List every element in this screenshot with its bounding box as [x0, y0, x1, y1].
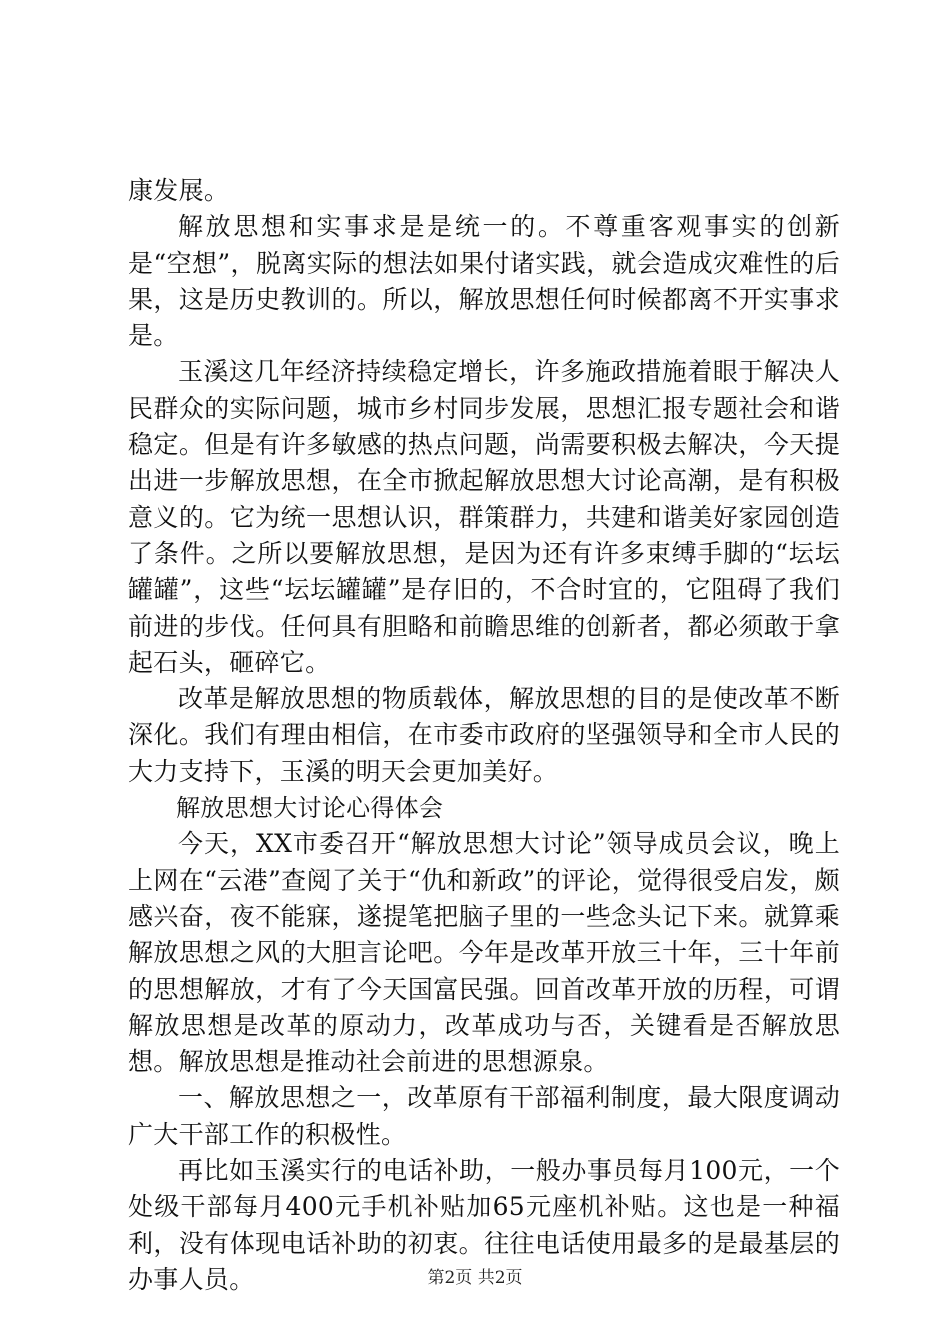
section-title: 解放思想大讨论心得体会: [176, 794, 444, 823]
document-body: [128, 173, 840, 1298]
paragraph: 改革是解放思想的物质载体，解放思想的目的是使改革不断深化。我们有理由相信，在市委市政府的坚强领导和全市人民的大力支持下，玉溪的明天会更加美好。: [128, 684, 840, 786]
paragraph: 玉溪这几年经济持续稳定增长，许多施政措施着眼于解决人民群众的实际问题，城市乡村同步发展，思想汇报专题社会和谐稳定。但是有许多敏感的热点问题，尚需要积极去解决，今天提出进一步解放思想，在全市掀起解放思想大讨论高潮，是有积极意义的。它为统一思想认识，群策群力，共建和谐美好家园创造了条件。之所以要解放思想，是因为还有许多束缚手脚的“坛坛罐罐”，这些“坛坛罐罐”是存旧的，不合时宜的，它阻碍了我们前进的步伐。任何具有胆略和前瞻思维的创新者，都必须敢于拿起石头，砸碎它。: [128, 357, 840, 677]
paragraph: 今天，XX市委召开“解放思想大讨论”领导成员会议，晚上上网在“云港”查阅了关于“仇和新政”的评论，觉得很受启发，颇感兴奋，夜不能寐，遂提笔把脑子里的一些念头记下来。就算乘解放思想之风的大胆言论吧。今年是改革开放三十年，三十年前的思想解放，才有了今天国富民强。回首改革开放的历程，可谓解放思想是改革的原动力，改革成功与否，关键看是否解放思想。解放思想是推动社会前进的思想源泉。: [128, 829, 840, 1077]
page-number-footer: 第2页 共2页: [427, 1268, 523, 1288]
paragraph: 再比如玉溪实行的电话补助，一般办事员每月100元，一个处级干部每月400元手机补贴加65元座机补贴。这也是一种福利，没有体现电话补助的初衷。往往电话使用最多的是最基层的办事人员。: [128, 1156, 840, 1294]
paragraph: 一、解放思想之一，改革原有干部福利制度，最大限度调动广大干部工作的积极性。: [128, 1083, 840, 1149]
paragraph: 解放思想和实事求是是统一的。不尊重客观事实的创新是“空想”，脱离实际的想法如果付诸实践，就会造成灾难性的后果，这是历史教训的。所以，解放思想任何时候都离不开实事求是。: [128, 212, 840, 351]
paragraph-continuation: 康发展。: [128, 176, 230, 205]
